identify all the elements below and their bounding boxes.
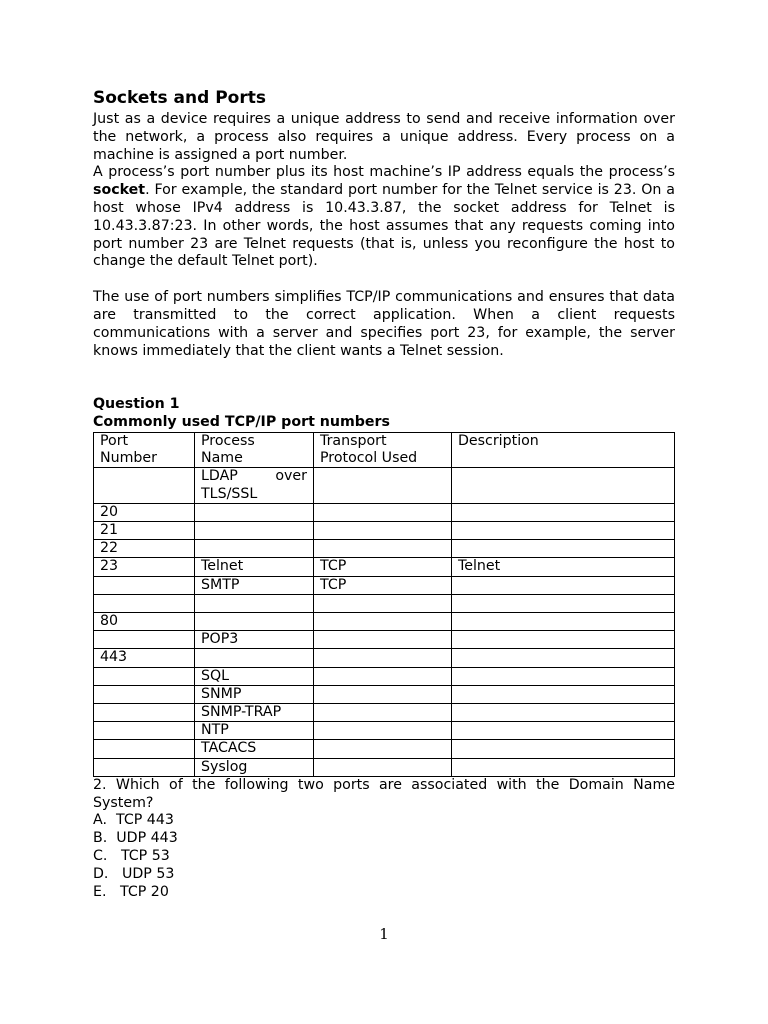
cell-process-ldap	[195, 468, 314, 503]
table-header-row	[94, 432, 675, 467]
header-transport-line1: Transport	[320, 432, 387, 449]
ldap-word1: LDAP	[201, 468, 238, 485]
paragraph-port-numbers: The use of port numbers simplifies TCP/IP communications and ensures that data are transmitted to the correct application. When a client requests communications with a server and specifies port 23, for example, the server knows immediately that the client wants a Telnet session.	[93, 289, 675, 359]
header-port-line2: Number	[100, 450, 157, 467]
spacer	[93, 271, 675, 289]
table-row	[94, 576, 675, 594]
cell-port: 22	[94, 540, 195, 558]
question2-options	[93, 812, 675, 901]
cell-transport	[314, 685, 452, 703]
cell-port	[94, 468, 195, 503]
cell-process	[195, 540, 314, 558]
cell-description	[452, 722, 675, 740]
cell-process: TACACS	[195, 740, 314, 758]
cell-description	[452, 576, 675, 594]
table-row	[94, 521, 675, 539]
header-port-line1: Port	[100, 432, 129, 449]
cell-process	[195, 503, 314, 521]
cell-transport	[314, 758, 452, 776]
cell-port: 21	[94, 521, 195, 539]
cell-description: Telnet	[452, 558, 675, 576]
answer-option: C. TCP 53	[93, 847, 170, 864]
cell-process	[195, 649, 314, 667]
cell-port	[94, 722, 195, 740]
cell-port	[94, 685, 195, 703]
answer-option: B. UDP 443	[93, 830, 178, 847]
cell-transport: TCP	[314, 558, 452, 576]
cell-port: 443	[94, 649, 195, 667]
cell-process: POP3	[195, 631, 314, 649]
paragraph-intro: Just as a device requires a unique address to send and receive information over the network, a process also requires a unique address. Every process on a machine is assigned a port number.	[93, 111, 675, 163]
port-numbers-table	[93, 432, 675, 777]
answer-option: E. TCP 20	[93, 883, 169, 900]
cell-transport	[314, 503, 452, 521]
cell-description	[452, 540, 675, 558]
cell-transport	[314, 540, 452, 558]
table-row	[94, 758, 675, 776]
answer-option: A. TCP 443	[93, 812, 174, 829]
cell-description	[452, 521, 675, 539]
cell-description	[452, 503, 675, 521]
table-row	[94, 740, 675, 758]
table-row	[94, 649, 675, 667]
cell-transport	[314, 667, 452, 685]
header-description: Description	[452, 432, 675, 467]
cell-port	[94, 576, 195, 594]
cell-port	[94, 667, 195, 685]
cell-transport	[314, 722, 452, 740]
section-title: Sockets and Ports	[93, 88, 266, 108]
cell-process: SNMP	[195, 685, 314, 703]
cell-process: NTP	[195, 722, 314, 740]
ldap-line1	[201, 468, 307, 485]
cell-process: SMTP	[195, 576, 314, 594]
cell-process: Telnet	[195, 558, 314, 576]
table-row	[94, 612, 675, 630]
table-title: Commonly used TCP/IP port numbers	[93, 414, 390, 431]
ldap-word2: over	[275, 468, 307, 485]
cell-description	[452, 631, 675, 649]
document-page	[93, 88, 675, 901]
cell-port	[94, 631, 195, 649]
cell-port	[94, 740, 195, 758]
cell-transport	[314, 594, 452, 612]
table-row-ldap	[94, 468, 675, 503]
cell-description	[452, 703, 675, 721]
cell-description	[452, 685, 675, 703]
cell-process	[195, 612, 314, 630]
cell-description	[452, 468, 675, 503]
cell-transport	[314, 740, 452, 758]
cell-transport	[314, 612, 452, 630]
cell-port: 20	[94, 503, 195, 521]
spacer	[93, 360, 675, 396]
cell-transport	[314, 521, 452, 539]
question1-label: Question 1	[93, 396, 180, 413]
page-number: 1	[379, 925, 389, 943]
header-transport-line2: Protocol Used	[320, 450, 418, 467]
table-row	[94, 540, 675, 558]
cell-transport	[314, 631, 452, 649]
question2-text: 2. Which of the following two ports are associated with the Domain Name System?	[93, 776, 675, 811]
header-process-line1: Process	[201, 432, 255, 449]
cell-port: 80	[94, 612, 195, 630]
table-row	[94, 503, 675, 521]
table-row	[94, 558, 675, 576]
header-process-line2: Name	[201, 450, 243, 467]
cell-port	[94, 758, 195, 776]
cell-transport	[314, 649, 452, 667]
paragraph-socket-post: . For example, the standard port number for the Telnet service is 23. On a host whose IPv4 address is 10.43.3.87, the socket address for Telnet is 10.43.3.87:23. In other words, the host assumes that any requests coming into port number 23 are Telnet requests (that is, unless you reconfigure the host to change the default Telnet port).	[93, 182, 675, 270]
header-transport-protocol	[314, 432, 452, 467]
paragraph-socket	[93, 164, 675, 271]
cell-transport	[314, 703, 452, 721]
table-row	[94, 667, 675, 685]
cell-description	[452, 594, 675, 612]
cell-transport	[314, 468, 452, 503]
cell-port	[94, 594, 195, 612]
cell-description	[452, 740, 675, 758]
cell-process: SNMP-TRAP	[195, 703, 314, 721]
cell-port	[94, 703, 195, 721]
cell-port: 23	[94, 558, 195, 576]
cell-process: Syslog	[195, 758, 314, 776]
cell-process: SQL	[195, 667, 314, 685]
table-row	[94, 703, 675, 721]
paragraph-socket-pre: A process’s port number plus its host machine’s IP address equals the process’s	[93, 164, 675, 181]
header-port-number	[94, 432, 195, 467]
cell-description	[452, 667, 675, 685]
table-row	[94, 722, 675, 740]
table-row	[94, 685, 675, 703]
answer-option: D. UDP 53	[93, 865, 175, 882]
cell-description	[452, 649, 675, 667]
table-row	[94, 594, 675, 612]
cell-transport: TCP	[314, 576, 452, 594]
cell-process	[195, 521, 314, 539]
cell-description	[452, 758, 675, 776]
table-row	[94, 631, 675, 649]
cell-process	[195, 594, 314, 612]
ldap-line2: TLS/SSL	[201, 485, 258, 502]
socket-term: socket	[93, 182, 146, 199]
header-process-name	[195, 432, 314, 467]
cell-description	[452, 612, 675, 630]
